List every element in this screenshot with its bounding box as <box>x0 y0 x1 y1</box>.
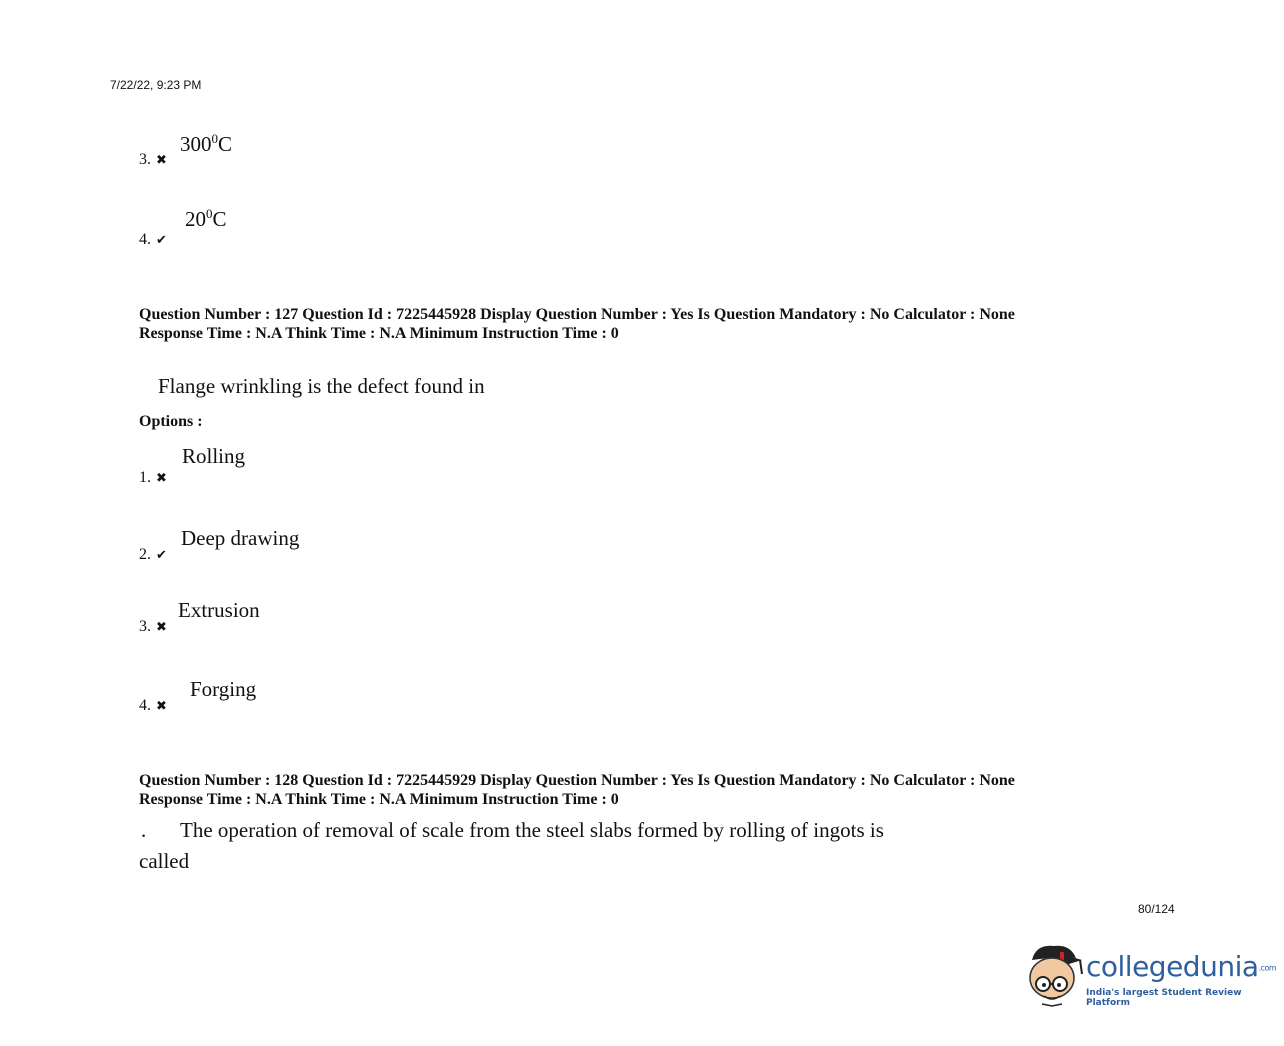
cross-icon: ✖ <box>156 470 167 485</box>
brand-tagline: India's largest Student Review Platform <box>1086 988 1242 1008</box>
question-128-bullet: . <box>141 818 147 842</box>
option-1-text: Rolling <box>182 444 246 468</box>
question-127-text: Flange wrinkling is the defect found in <box>158 374 485 398</box>
question-127-meta: Question Number : 127 Question Id : 7225445928 Display Question Number : Yes Is Question Mandatory : No Calculator : None Response Time : N.A Think Time : N.A Minimum Instruction Time : 0 <box>139 306 1015 342</box>
option-4-prev-text: $20^0C$ <box>185 206 227 231</box>
option-3-prev-text: $300^0C$ <box>180 131 233 156</box>
option-2-text: Deep drawing <box>181 526 300 550</box>
cross-icon: ✖ <box>156 698 167 713</box>
option-4-text: Forging <box>190 677 257 701</box>
option-4-prev <box>139 231 167 249</box>
check-icon: ✔ <box>156 547 167 562</box>
option-1: 1. ✖ <box>139 469 167 486</box>
print-timestamp: 7/22/22, 9:23 PM <box>110 78 202 92</box>
collegedunia-mascot-icon <box>1024 940 1086 1008</box>
check-icon: ✔ <box>156 232 167 247</box>
cross-icon: ✖ <box>156 619 167 634</box>
option-3-text: Extrusion <box>178 598 260 622</box>
option-4: 4. ✖ <box>139 697 167 714</box>
options-label: Options : <box>139 413 203 430</box>
question-128-meta: Question Number : 128 Question Id : 7225445929 Display Question Number : Yes Is Question Mandatory : No Calculator : None Response Time : N.A Think Time : N.A Minimum Instruction Time : 0 <box>139 772 1015 808</box>
option-number: 3. <box>139 151 151 168</box>
page-number: 80/124 <box>1138 902 1175 916</box>
question-128-text-line2: called <box>139 849 190 873</box>
option-3-prev <box>139 151 167 169</box>
option-3: 3. ✖ <box>139 618 167 635</box>
brand-name: collegedunia.com <box>1086 950 1277 983</box>
option-2: 2. ✔ <box>139 546 167 563</box>
option-number: 4. <box>139 231 151 248</box>
question-128-text-line1: The operation of removal of scale from the steel slabs formed by rolling of ingots is <box>180 818 884 842</box>
cross-icon: ✖ <box>156 152 167 167</box>
